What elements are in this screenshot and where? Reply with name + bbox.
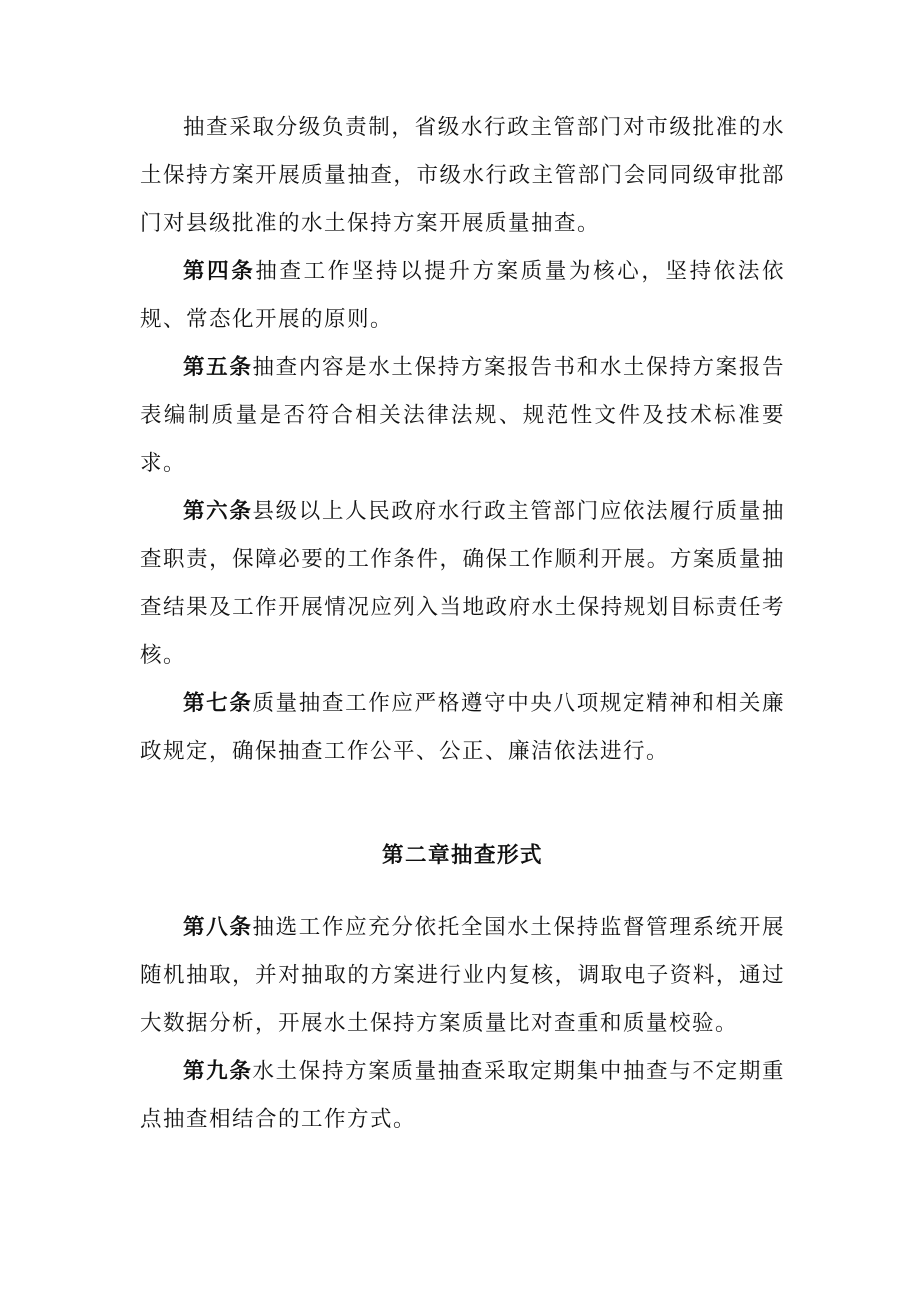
article-5 <box>140 344 785 488</box>
chapter-heading: 第二章抽查形式 <box>381 843 543 868</box>
paragraph-text: 抽查内容是水土保持方案报告书和水土保持方案报告表编制质量是否符合相关法律法规、规范性文件及技术标准要求。 <box>140 355 785 476</box>
article-label: 第四条 <box>183 259 256 284</box>
paragraph-text: 抽查工作坚持以提升方案质量为核心，坚持依法依规、常态化开展的原则。 <box>140 259 785 332</box>
article-6 <box>140 488 785 680</box>
paragraph-text: 抽选工作应充分依托全国水土保持监督管理系统开展随机抽取，并对抽取的方案进行业内复核，调取电子资料，通过大数据分析，开展水土保持方案质量比对查重和质量校验。 <box>140 915 785 1036</box>
document-page <box>140 104 785 1144</box>
article-9 <box>140 1048 785 1144</box>
paragraph-text: 抽查采取分级负责制，省级水行政主管部门对市级批准的水土保持方案开展质量抽查，市级水行政主管部门会同同级审批部门对县级批准的水土保持方案开展质量抽查。 <box>140 115 785 236</box>
article-label: 第五条 <box>183 355 253 380</box>
paragraph-text: 水土保持方案质量抽查采取定期集中抽查与不定期重点抽查相结合的工作方式。 <box>140 1059 785 1132</box>
article-label: 第七条 <box>183 691 253 716</box>
paragraph-text: 质量抽查工作应严格遵守中央八项规定精神和相关廉政规定，确保抽查工作公平、公正、廉洁依法进行。 <box>140 691 785 764</box>
article-label: 第八条 <box>183 915 253 940</box>
paragraph-text: 县级以上人民政府水行政主管部门应依法履行质量抽查职责，保障必要的工作条件，确保工作顺利开展。方案质量抽查结果及工作开展情况应列入当地政府水土保持规划目标责任考核。 <box>140 499 785 668</box>
article-label: 第六条 <box>183 499 253 524</box>
article-4 <box>140 248 785 344</box>
paragraph-sampling-hierarchy <box>140 104 785 248</box>
article-8 <box>140 904 785 1048</box>
article-label: 第九条 <box>183 1059 253 1084</box>
article-7 <box>140 680 785 776</box>
